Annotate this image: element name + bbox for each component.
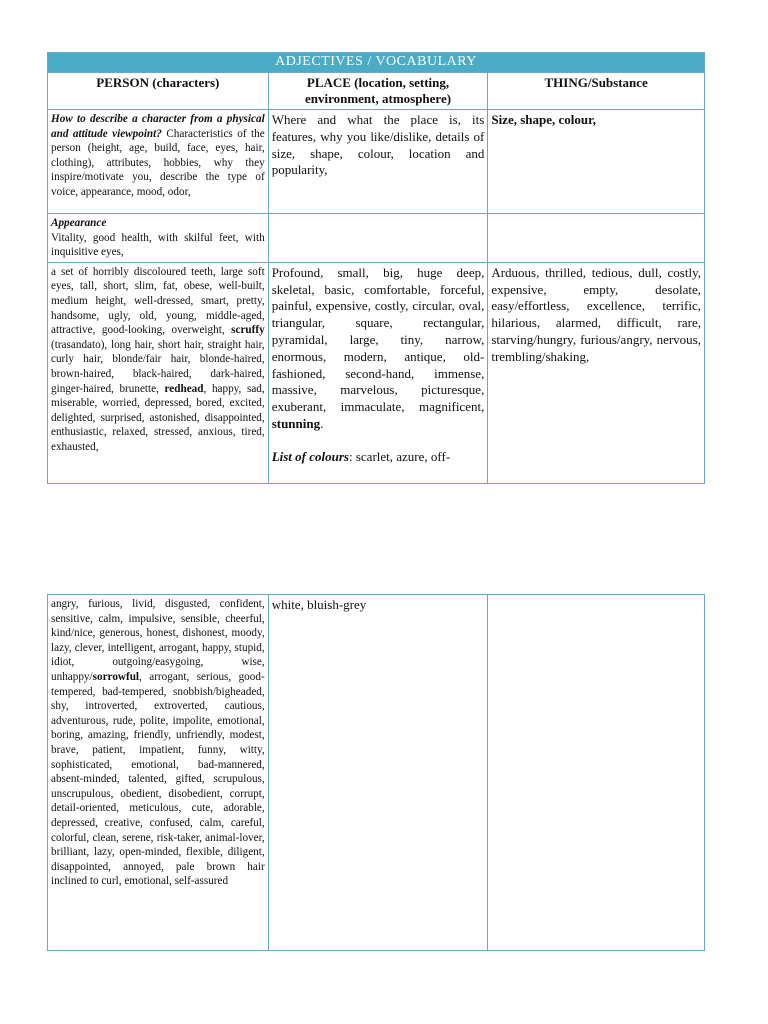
vocabulary-table-bottom <box>47 594 705 951</box>
place-adjectives-a: Profound, small, big, huge deep, skeletal, basic, comfortable, forceful, painful, expensive, costly, circular, oval, triangular, square, rectangular, pyramidal, large, tiny, narrow, enormous, modern, antique, old-fashioned, second-hand, immense, massive, marvelous, picturesque, exuberant, immaculate, magnificent, <box>271 264 485 415</box>
place-adjectives-cell <box>268 262 488 483</box>
person-adjectives-cell <box>48 262 269 483</box>
place-intro-cell <box>268 110 488 214</box>
colours-label: List of colours <box>271 448 349 464</box>
place-intro-text: Where and what the place is, its features, why you like/dislike, details of size, shape, colour, location and popularity, <box>271 112 485 178</box>
appearance-heading: Appearance <box>51 217 107 229</box>
thing-intro-cell <box>488 110 705 214</box>
header-thing: THING/Substance <box>488 73 705 110</box>
place-adjective-stunning: stunning <box>271 415 321 431</box>
person-adjectives-continued-a: angry, furious, livid, disgusted, confident, sensitive, calm, impulsive, sensible, cheerful, kind/nice, generous, honest, dishonest, moody, lazy, clever, intelligent, arrogant, happy, stupid, idiot, outgoing/easygoing, wise, unhappy/ <box>51 598 265 683</box>
person-intro-text: Characteristics of the person (height, age, build, face, eyes, hair, clothing), attributes, hobbies, why they inspire/motivate you, describe the type of voice, appearance, mood, odor, <box>51 127 265 198</box>
place-colours-continued-text: white, bluish-grey <box>271 597 367 612</box>
person-question: How to describe a character from a physical and attitude viewpoint? <box>51 113 265 140</box>
person-adjectives-continued-c: , arrogant, serious, good-tempered, bad-tempered, snobbish/bigheaded, shy, introverted, extroverted, cautious, adventurous, rude, polite, impolite, emotional, boring, amazing, friendly, unfriendly, modest, brave, patient, impatient, funny, witty, sophisticated, emotional, bad-mannered, absent-minded, talented, gifted, scrupulous, unscrupulous, obedient, disobedient, corrupt, detail-oriented, meticulous, cute, adorable, depressed, creative, confused, calm, careful, colorful, clean, serene, risk-taker, animal-lover, brilliant, lazy, open-minded, flexible, diligent, disappointed, annoyed, pale brown hair inclined to curl, emotional, self-assured <box>51 670 265 888</box>
person-adjectives-c: (trasandato), long hair, short hair, straight hair, curly hair, blonde/fair hair, blonde-haired, brown-haired, black-haired, dark-haired, ginger-haired, brunette, <box>51 338 265 395</box>
person-adjectives-e: , happy, sad, miserable, worried, depressed, bored, excited, delighted, surprised, astonished, disappointed, enthusiastic, relaxed, stressed, anxious, tired, exhausted, <box>51 382 265 453</box>
appearance-text: Vitality, good health, with skilful feet, with inquisitive eyes, <box>51 231 265 259</box>
place-colours-continued-cell <box>268 595 488 951</box>
appearance-cell <box>48 214 269 263</box>
colours-text: : scarlet, azure, off- <box>348 448 451 464</box>
person-adjective-scruffy: scruffy <box>231 324 265 337</box>
empty-place-cell <box>268 214 488 263</box>
person-intro-cell <box>48 110 269 214</box>
person-adjective-sorrowful: sorrowful <box>92 670 140 683</box>
person-adjectives-continued-cell <box>48 595 269 951</box>
thing-adjectives-cell <box>488 262 705 483</box>
thing-continued-cell <box>488 595 705 951</box>
person-adjective-redhead: redhead <box>164 382 204 395</box>
place-adjectives-period: . <box>320 415 324 431</box>
table-title: ADJECTIVES / VOCABULARY <box>48 53 705 73</box>
header-person: PERSON (characters) <box>48 73 269 110</box>
empty-thing-cell <box>488 214 705 263</box>
thing-adjectives-text: Arduous, thrilled, tedious, dull, costly, expensive, empty, desolate, easy/effortless, excellence, terrific, hilarious, alarmed, difficult, rare, starving/hungry, furious/angry, nervous, trembling/shaking, <box>491 264 701 364</box>
thing-intro-text: Size, shape, colour, <box>491 112 596 127</box>
vocabulary-table-top <box>47 52 705 484</box>
header-place: PLACE (location, setting, environment, atmosphere) <box>268 73 488 110</box>
person-adjectives-a: a set of horribly discoloured teeth, large soft eyes, tall, short, slim, fat, obese, well-built, medium height, well-dressed, smart, pretty, handsome, ugly, old, young, middle-aged, attractive, good-looking, overweight, <box>51 265 265 337</box>
